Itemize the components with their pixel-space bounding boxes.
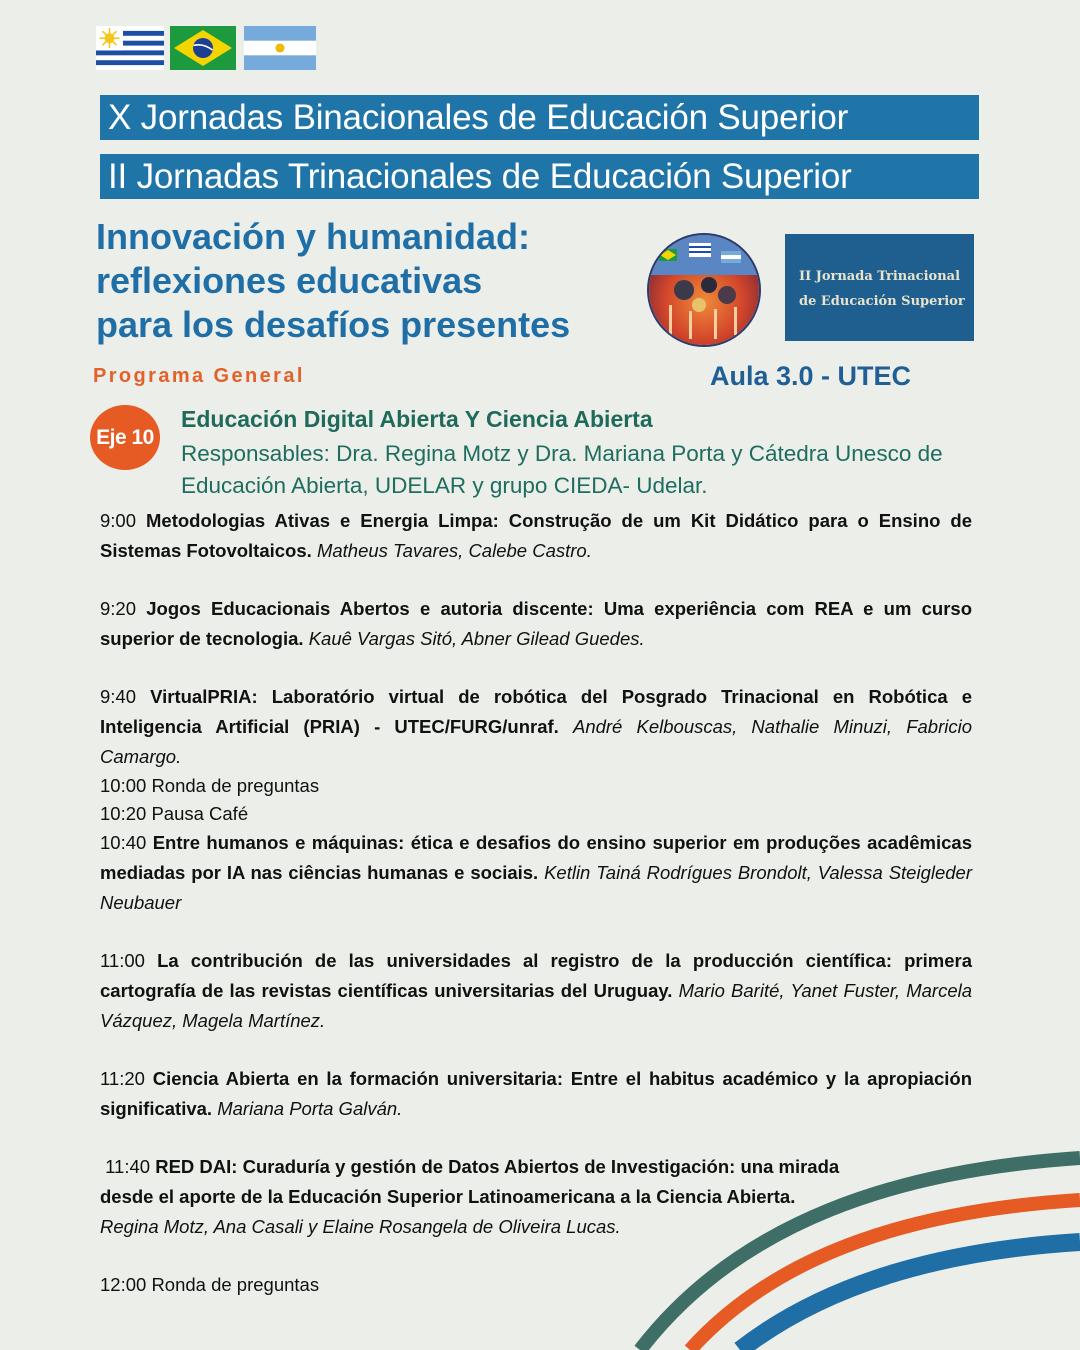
item-title: Metodologias Ativas e Energia Limpa: Construção de um Kit Didático para o Ensino de Sistemas Fotovoltaicos. [100,510,972,561]
argentina-flag [244,26,316,70]
schedule-item [100,506,972,566]
item-time: 9:20 [100,598,137,619]
event-logo-circle [647,233,761,347]
uruguay-flag [96,26,164,70]
item-time: 11:20 [100,1068,145,1089]
item-authors: Mario Barité, Yanet Fuster, Marcela Vázquez, Magela Martínez. [100,980,973,1031]
item-time: 11:00 [100,950,145,971]
item-title: VirtualPRIA: Laboratório virtual de robótica del Posgrado Trinacional en Robótica e Inteligencia Artificial (PRIA) - UTEC/FURG/unraf. [100,686,973,737]
logo-box-line: de Educación Superior [799,294,965,309]
item-plain: Ronda de preguntas [151,775,320,796]
eje-responsables: Responsables: Dra. Regina Motz y Dra. Mariana Porta y Cátedra Unesco de Educación Abierta, UDELAR y grupo CIEDA- Udelar. [181,441,943,498]
item-authors: Regina Motz, Ana Casali y Elaine Rosangela de Oliveira Lucas. [100,1216,621,1237]
item-plain: Ronda de preguntas [151,1274,320,1295]
aula-label: Aula 3.0 - UTEC [710,361,912,391]
decorative-swoosh [600,1130,1080,1350]
item-title: Jogos Educacionais Abertos e autoria discente: Uma experiência com REA e um curso superior de tecnologia. [100,598,973,649]
schedule-item [100,682,972,772]
banner-trinacionales: II Jornadas Trinacionales de Educación Superior [100,154,979,199]
item-title: Entre humanos e máquinas: ética e desafios do ensino superior em produções acadêmicas mediadas por IA nas ciências humanas e sociais. [100,832,972,883]
brazil-flag [170,26,238,70]
item-time: 10:00 [100,775,147,796]
item-time: 9:40 [100,686,137,707]
item-authors: Matheus Tavares, Calebe Castro. [316,540,592,561]
item-title: Ciencia Abierta en la formación universitaria: Entre el habitus académico y la apropiación significativa. [100,1068,972,1119]
event-logo-box [785,234,974,341]
headline-line: Innovación y humanidad: [96,216,531,257]
flags-row [96,26,316,70]
headline-line: para los desafíos presentes [96,304,571,345]
headline-line: reflexiones educativas [96,260,483,301]
schedule-item [100,772,972,800]
item-title: RED DAI: Curaduría y gestión de Datos Abiertos de Investigación: una mirada desde el aporte de la Educación Superior Latinoamericana a la Ciencia Abierta. [100,1156,840,1207]
item-plain: Pausa Café [151,803,249,824]
item-authors: André Kelbouscas, Nathalie Minuzi, Fabricio Camargo. [100,716,973,767]
logo-box-line: II Jornada Trinacional [799,269,961,284]
programa-label: Programa General [93,365,305,387]
headline [96,215,570,347]
item-authors: Mariana Porta Galván. [217,1098,403,1119]
item-authors: Ketlin Tainá Rodrígues Brondolt, Valessa Steigleder Neubauer [100,862,973,913]
eje-title: Educación Digital Abierta Y Ciencia Abierta [181,406,653,432]
item-time: 12:00 [100,1274,147,1295]
item-time: 11:40 [105,1156,151,1177]
item-title: La contribución de las universidades al registro de la producción científica: primera cartografía de las revistas científicas universitarias del Uruguay. [100,950,973,1001]
banner-binacionales: X Jornadas Binacionales de Educación Superior [100,95,979,140]
item-time: 10:20 [100,803,147,824]
schedule-item [100,594,972,654]
schedule-item [100,946,972,1036]
schedule-item [100,828,972,918]
eje-badge: Eje 10 [90,405,160,470]
item-authors: Kauê Vargas Sitó, Abner Gilead Guedes. [308,628,645,649]
schedule-item [100,800,972,828]
item-time: 10:40 [100,832,147,853]
item-time: 9:00 [100,510,137,531]
schedule-item [100,1064,972,1124]
